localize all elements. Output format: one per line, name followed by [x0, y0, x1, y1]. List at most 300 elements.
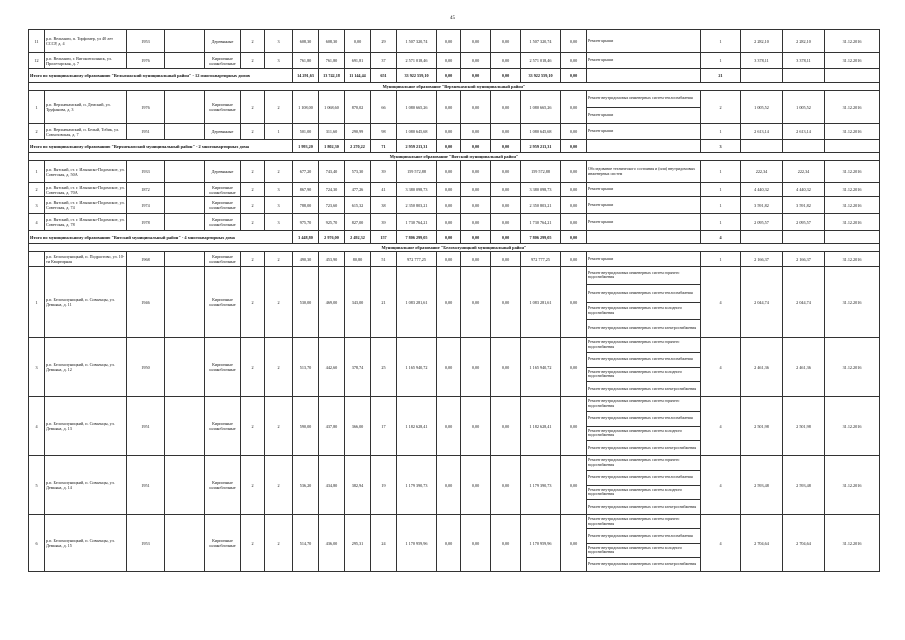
- total-row: [29, 140, 880, 153]
- work-types-list: [587, 338, 700, 396]
- table-row: [29, 124, 880, 140]
- area-total: 513,70: [293, 338, 319, 397]
- entrance-count: 2: [265, 397, 293, 456]
- row-number: 2: [29, 183, 45, 197]
- total-label: Итого по муниципальному образованию "Вятский муниципальный район" - 4 многоквартирных дома: [29, 231, 293, 244]
- fund-regional: 0,00: [461, 124, 491, 140]
- wall-material: Кирпичные шлакоблочные: [205, 252, 241, 267]
- work-type-item: Ремонт внутридомовых инженерных систем электроснабжения: [588, 385, 697, 391]
- work-type-item: Ремонт внутридомовых инженерных систем горячего водоснабжения: [587, 338, 700, 353]
- completion-date: 31.12.2016: [825, 456, 880, 515]
- overhaul-year: [165, 91, 205, 124]
- fund-regional: 0,00: [461, 30, 491, 53]
- overhaul-year: [165, 338, 205, 397]
- total-cost-other: 2 959 213,31: [521, 140, 561, 153]
- row-number: 1: [29, 161, 45, 183]
- wall-material: Кирпичные шлакоблочные: [205, 53, 241, 69]
- work-count: 2: [701, 91, 741, 124]
- fund-regional: 0,00: [461, 252, 491, 267]
- house-address: р.п. Белохолуницкий, п. Совьенцы, ул. Демьяна, д. 13: [45, 397, 127, 456]
- fund-federal: 0,00: [437, 197, 461, 214]
- entrance-count: 2: [265, 456, 293, 515]
- work-types-list: [587, 456, 700, 514]
- resident-count: 19: [371, 456, 397, 515]
- work-types-list: [587, 30, 700, 52]
- table-row: [29, 197, 880, 214]
- fund-other: 0,00: [561, 161, 587, 183]
- wall-material: Деревянные: [205, 124, 241, 140]
- work-type-item: Ремонт внутридомовых инженерных систем горячего водоснабжения: [587, 456, 700, 471]
- wall-material: Кирпичные шлакоблочные: [205, 267, 241, 338]
- fund-other: 0,00: [561, 53, 587, 69]
- unit-cost: 1 005,52: [741, 91, 783, 124]
- work-types-cell: [587, 397, 701, 456]
- total-f4: 0,00: [561, 140, 587, 153]
- fund-local: 0,00: [491, 214, 521, 231]
- commission-year: 1950: [127, 338, 165, 397]
- total-f2: 0,00: [461, 69, 491, 83]
- fund-federal: 0,00: [437, 161, 461, 183]
- work-count: 1: [701, 53, 741, 69]
- row-number: 4: [29, 397, 45, 456]
- house-address: р.п. Вятский, ст. г. Ильинско-Подомское, ул. Советская, д. 70А: [46, 184, 125, 195]
- commission-year: 1951: [127, 456, 165, 515]
- house-address: р.п. Белохолуницкий, п. Совьенцы, ул. Демьяна, д. 14: [45, 456, 127, 515]
- area-total: 788,00: [293, 197, 319, 214]
- work-type-item: Ремонт крыши: [588, 57, 614, 63]
- total-f2: 0,00: [461, 231, 491, 244]
- commission-year: 1946: [127, 267, 165, 338]
- cost-total: 1 507 320,74: [397, 30, 437, 53]
- entrance-count: 3: [265, 183, 293, 197]
- unit-cost-limit: 2 613,14: [783, 124, 825, 140]
- fund-owners: 1 179 390,73: [521, 456, 561, 515]
- work-type-item: Ремонт крыши: [588, 255, 614, 261]
- fund-federal: 0,00: [437, 183, 461, 197]
- total-area-res: 13 742,18: [319, 69, 345, 83]
- fund-local: 0,00: [491, 53, 521, 69]
- fund-local: 0,00: [491, 197, 521, 214]
- area-owned: 295,31: [345, 515, 371, 572]
- wall-material: Кирпичные шлакоблочные: [205, 456, 241, 515]
- fund-other: 0,00: [561, 30, 587, 53]
- area-total: 514,70: [293, 515, 319, 572]
- row-number: 12: [29, 53, 45, 69]
- row-number: 4: [29, 214, 45, 231]
- work-types-list: [587, 161, 700, 182]
- completion-date: 31.12.2016: [825, 267, 880, 338]
- section-title: Муниципальное образование "Верхнекамский муниципальный район": [29, 83, 880, 91]
- table-row: [29, 30, 880, 53]
- unit-cost: 2 044,74: [741, 267, 783, 338]
- row-number: 2: [29, 124, 45, 140]
- total-residents: 71: [371, 140, 397, 153]
- unit-cost-limit: 2 501,98: [783, 397, 825, 456]
- house-address: р.п. Белохолуницкий, п. Совьенцы, ул. Демьяна, д. 11: [45, 267, 127, 338]
- area-owned: 573,30: [345, 161, 371, 183]
- floor-count: 2: [241, 267, 265, 338]
- total-area-nonres: 2 492,32: [345, 231, 371, 244]
- commission-year: 1872: [127, 183, 165, 197]
- wall-material: Кирпичные шлакоблочные: [205, 397, 241, 456]
- table-row: [29, 267, 880, 338]
- work-type-item: Ремонт крыши: [588, 111, 614, 117]
- floor-count: 2: [241, 183, 265, 197]
- cost-total: 972 777,25: [397, 252, 437, 267]
- table-row: [29, 252, 880, 267]
- unit-cost-limit: 2 704,64: [783, 515, 825, 572]
- work-count: 1: [701, 30, 741, 53]
- fund-other: 0,00: [561, 515, 587, 572]
- overhaul-year: [165, 252, 205, 267]
- unit-cost: 2 166,37: [741, 252, 783, 267]
- total-f3: 0,00: [491, 69, 521, 83]
- fund-other: 0,00: [561, 252, 587, 267]
- unit-cost: 4 440,32: [741, 183, 783, 197]
- fund-local: 0,00: [491, 338, 521, 397]
- area-total: 490,30: [293, 252, 319, 267]
- entrance-count: 2: [265, 338, 293, 397]
- floor-count: 2: [241, 214, 265, 231]
- resident-count: 38: [371, 197, 397, 214]
- fund-regional: 0,00: [461, 397, 491, 456]
- unit-cost: 2 613,14: [741, 124, 783, 140]
- area-residential: 436,00: [319, 515, 345, 572]
- fund-local: 0,00: [491, 397, 521, 456]
- commission-year: 1953: [127, 515, 165, 572]
- wall-material: Кирпичные шлакоблочные: [205, 515, 241, 572]
- area-owned: 366,00: [345, 397, 371, 456]
- area-total: 501,00: [293, 124, 319, 140]
- house-address: р.п. Верхнекамский, п. Белый, Тобик, ул. Совхозовская, д. 7: [45, 124, 127, 140]
- total-unit-cost: [741, 231, 783, 244]
- overhaul-year: [165, 30, 205, 53]
- area-total: 530,00: [293, 267, 319, 338]
- fund-owners: 2 350 803,21: [521, 197, 561, 214]
- commission-year: 1933: [127, 161, 165, 183]
- cost-total: 1 730 764,21: [397, 214, 437, 231]
- work-types-list: [587, 183, 700, 196]
- fund-other: 0,00: [561, 124, 587, 140]
- work-types-list: [587, 214, 700, 230]
- total-cost-other: 33 922 559,10: [521, 69, 561, 83]
- resident-count: 39: [371, 161, 397, 183]
- completion-date: 31.12.2016: [825, 53, 880, 69]
- area-owned: 870,02: [345, 91, 371, 124]
- work-type-item: Ремонт внутридомовых инженерных систем теплоснабжения: [587, 471, 700, 486]
- total-label: Итого по муниципальному образованию "Вельмяжский муниципальный район" - 12 многоквартирных домов: [29, 69, 293, 83]
- total-cost-other: 7 806 299,05: [521, 231, 561, 244]
- resident-count: 21: [371, 267, 397, 338]
- fund-other: 0,00: [561, 338, 587, 397]
- total-row: [29, 231, 880, 244]
- work-types-cell: [587, 456, 701, 515]
- section-header-row: [29, 244, 880, 252]
- section-title: Муниципальное образование "Вятский муниципальный район": [29, 153, 880, 161]
- area-residential: 743,40: [319, 161, 345, 183]
- area-residential: 453,90: [319, 252, 345, 267]
- overhaul-year: [165, 214, 205, 231]
- fund-local: 0,00: [491, 183, 521, 197]
- cost-total: 2 571 018,46: [397, 53, 437, 69]
- work-type-item: Ремонт внутридомовых инженерных систем электроснабжения: [588, 444, 697, 450]
- fund-federal: 0,00: [437, 267, 461, 338]
- area-owned: 0,00: [345, 30, 371, 53]
- work-types-list: [587, 124, 700, 139]
- total-cost-total: 7 806 299,05: [397, 231, 437, 244]
- floor-count: 2: [241, 197, 265, 214]
- area-total: 608,30: [293, 30, 319, 53]
- work-type-item: Ремонт крыши: [588, 218, 614, 224]
- house-address: р.п. Вельмяги, г. Вятскоеполянск, ул. Пролетарская, д. 7: [45, 53, 127, 69]
- overhaul-year: [165, 197, 205, 214]
- work-types-cell: [587, 124, 701, 140]
- section-title: Муниципальное образование "Белохолуницкий муниципальный район": [29, 244, 880, 252]
- row-number: 1: [29, 267, 45, 338]
- work-count: 4: [701, 456, 741, 515]
- total-work-types: [587, 231, 701, 244]
- resident-count: 98: [371, 124, 397, 140]
- commission-year: 1976: [127, 91, 165, 124]
- fund-regional: 0,00: [461, 214, 491, 231]
- total-work-types: [587, 140, 701, 153]
- unit-cost: 222,34: [741, 161, 783, 183]
- total-f3: 0,00: [491, 231, 521, 244]
- fund-local: 0,00: [491, 267, 521, 338]
- work-type-item: Ремонт внутридомовых инженерных систем электроснабжения: [588, 503, 697, 509]
- total-f3: 0,00: [491, 140, 521, 153]
- floor-count: 2: [241, 397, 265, 456]
- unit-cost-limit: 1 005,52: [783, 91, 825, 124]
- house-address: р.п. Белохолуницкий, п. Совьенцы, ул. Демьяна, д. 12: [45, 338, 127, 397]
- commission-year: 1976: [127, 53, 165, 69]
- fund-regional: 0,00: [461, 338, 491, 397]
- fund-regional: 0,00: [461, 91, 491, 124]
- work-count: 4: [701, 515, 741, 572]
- wall-material: Деревянные: [205, 30, 241, 53]
- work-types-list: [587, 197, 700, 213]
- total-area-total: 14 291,63: [293, 69, 319, 83]
- completion-date: 31.12.2016: [825, 338, 880, 397]
- work-type-item: Ремонт крыши: [588, 37, 614, 43]
- unit-cost-limit: 4 440,32: [783, 183, 825, 197]
- overhaul-year: [165, 124, 205, 140]
- fund-local: 0,00: [491, 30, 521, 53]
- work-count: 4: [701, 338, 741, 397]
- total-unit-cost-limit: [783, 69, 825, 83]
- entrance-count: 3: [265, 214, 293, 231]
- area-total: 590,00: [293, 397, 319, 456]
- fund-regional: 0,00: [461, 53, 491, 69]
- fund-owners: 1 507 320,74: [521, 30, 561, 53]
- floor-count: 2: [241, 91, 265, 124]
- fund-owners: 1 182 628,41: [521, 397, 561, 456]
- fund-owners: 1 080 665,26: [521, 91, 561, 124]
- work-count: 1: [701, 197, 741, 214]
- house-address: р.п. Вятский, ст. г. Ильинско-Подомское, ул. Советская, д. 74: [45, 197, 127, 214]
- row-number: 5: [29, 456, 45, 515]
- area-total: 1 108,00: [293, 91, 319, 124]
- unit-cost-limit: 2 461,36: [783, 338, 825, 397]
- area-residential: 723,60: [319, 197, 345, 214]
- total-work-count: 21: [701, 69, 741, 83]
- entrance-count: 3: [265, 53, 293, 69]
- entrance-count: 1: [265, 124, 293, 140]
- total-residents: 157: [371, 231, 397, 244]
- unit-cost-limit: 3 378,11: [783, 53, 825, 69]
- fund-regional: 0,00: [461, 197, 491, 214]
- total-area-nonres: 11 144,44: [345, 69, 371, 83]
- overhaul-year: [165, 161, 205, 183]
- fund-local: 0,00: [491, 124, 521, 140]
- row-number: 3: [29, 338, 45, 397]
- area-total: 867,90: [293, 183, 319, 197]
- work-type-item: Ремонт внутридомовых инженерных систем холодного водоснабжения: [587, 427, 700, 442]
- unit-cost: 3 378,11: [741, 53, 783, 69]
- unit-cost-limit: 2 166,37: [783, 252, 825, 267]
- area-residential: 608,30: [319, 30, 345, 53]
- fund-owners: 159 572,88: [521, 161, 561, 183]
- fund-other: 0,00: [561, 214, 587, 231]
- cost-total: 3 380 098,73: [397, 183, 437, 197]
- work-count: 4: [701, 397, 741, 456]
- total-unit-cost: [741, 69, 783, 83]
- unit-cost: 2 501,98: [741, 397, 783, 456]
- fund-local: 0,00: [491, 91, 521, 124]
- floor-count: 2: [241, 53, 265, 69]
- total-residents: 651: [371, 69, 397, 83]
- work-type-item: Обследование технического состояния и (или) внутридомовых инженерных систем: [588, 165, 696, 176]
- cost-total: 2 350 803,21: [397, 197, 437, 214]
- entrance-count: 2: [265, 91, 293, 124]
- table-row: [29, 338, 880, 397]
- area-owned: 615,32: [345, 197, 371, 214]
- total-completion-date: [825, 69, 880, 83]
- total-f4: 0,00: [561, 231, 587, 244]
- fund-other: 0,00: [561, 456, 587, 515]
- completion-date: 31.12.2016: [825, 197, 880, 214]
- resident-count: 66: [371, 91, 397, 124]
- overhaul-year: [165, 183, 205, 197]
- overhaul-year: [165, 515, 205, 572]
- wall-material: Кирпичные шлакоблочные: [205, 338, 241, 397]
- completion-date: 31.12.2016: [825, 161, 880, 183]
- total-area-nonres: 2 270,22: [345, 140, 371, 153]
- total-area-res: 2 976,00: [319, 231, 345, 244]
- table-body: [29, 30, 880, 572]
- fund-local: 0,00: [491, 456, 521, 515]
- area-residential: 1 068,60: [319, 91, 345, 124]
- house-address: р.п. Верхнекамский, п. Демский, ул. Труфанова, д. 3: [45, 91, 127, 124]
- unit-cost: 3 591,82: [741, 197, 783, 214]
- work-count: 1: [701, 252, 741, 267]
- fund-federal: 0,00: [437, 397, 461, 456]
- work-types-list: [587, 53, 700, 68]
- work-types-cell: [587, 30, 701, 53]
- total-unit-cost: [741, 140, 783, 153]
- completion-date: 31.12.2016: [825, 214, 880, 231]
- work-types-cell: [587, 161, 701, 183]
- entrance-count: 3: [265, 197, 293, 214]
- house-address: р.п. Вельмяги, п. Торфомер, ул 40 лет СССР, д. 4: [45, 30, 127, 53]
- entrance-count: 2: [265, 252, 293, 267]
- area-owned: 827,00: [345, 214, 371, 231]
- wall-material: Кирпичные шлакоблочные: [205, 214, 241, 231]
- total-f4: 0,00: [561, 69, 587, 83]
- area-residential: 311,60: [319, 124, 345, 140]
- commission-year: 1974: [127, 197, 165, 214]
- total-unit-cost-limit: [783, 231, 825, 244]
- table-row: [29, 397, 880, 456]
- overhaul-year: [165, 397, 205, 456]
- fund-other: 0,00: [561, 91, 587, 124]
- unit-cost-limit: 2 095,57: [783, 214, 825, 231]
- entrance-count: 2: [265, 267, 293, 338]
- area-residential: 437,80: [319, 397, 345, 456]
- wall-material: Кирпичные шлакоблочные: [205, 91, 241, 124]
- work-types-list: [587, 267, 700, 337]
- work-type-item: Ремонт крыши: [588, 128, 614, 134]
- house-address: р.п. Вятский, ст. г. Ильинско-Подомское, ул. Советская, д. 78: [45, 214, 127, 231]
- work-types-cell: [587, 53, 701, 69]
- resident-count: 17: [371, 397, 397, 456]
- work-types-cell: [587, 214, 701, 231]
- area-total: 677,20: [293, 161, 319, 183]
- fund-regional: 0,00: [461, 456, 491, 515]
- work-types-cell: [587, 183, 701, 197]
- floor-count: 2: [241, 252, 265, 267]
- area-residential: 469,00: [319, 267, 345, 338]
- total-completion-date: [825, 231, 880, 244]
- row-number: 11: [29, 30, 45, 53]
- row-number: 6: [29, 515, 45, 572]
- fund-owners: 1 730 764,21: [521, 214, 561, 231]
- unit-cost: 2 282,10: [741, 30, 783, 53]
- floor-count: 2: [241, 124, 265, 140]
- unit-cost-limit: 3 591,82: [783, 197, 825, 214]
- unit-cost: 2 095,57: [741, 214, 783, 231]
- unit-cost-limit: 2 044,74: [783, 267, 825, 338]
- fund-local: 0,00: [491, 515, 521, 572]
- fund-owners: 2 571 018,46: [521, 53, 561, 69]
- row-number: 3: [29, 197, 45, 214]
- fund-owners: 1 083 281,61: [521, 267, 561, 338]
- work-types-cell: [587, 515, 701, 572]
- unit-cost-limit: 222,34: [783, 161, 825, 183]
- fund-federal: 0,00: [437, 214, 461, 231]
- unit-cost: 2 461,36: [741, 338, 783, 397]
- cost-total: 1 182 628,41: [397, 397, 437, 456]
- floor-count: 2: [241, 456, 265, 515]
- table-row: [29, 515, 880, 572]
- cost-total: 1 170 959,96: [397, 515, 437, 572]
- total-f1: 0,00: [437, 231, 461, 244]
- floor-count: 2: [241, 30, 265, 53]
- unit-cost: 2 593,48: [741, 456, 783, 515]
- area-owned: 691,81: [345, 53, 371, 69]
- work-types-list: [587, 397, 700, 455]
- completion-date: 31.12.2016: [825, 183, 880, 197]
- commission-year: 1978: [127, 214, 165, 231]
- table-row: [29, 91, 880, 124]
- unit-cost-limit: 2 282,10: [783, 30, 825, 53]
- commission-year: 1953: [127, 30, 165, 53]
- total-work-count: 4: [701, 231, 741, 244]
- fund-other: 0,00: [561, 183, 587, 197]
- completion-date: 31.12.2016: [825, 30, 880, 53]
- fund-federal: 0,00: [437, 91, 461, 124]
- area-owned: 343,00: [345, 267, 371, 338]
